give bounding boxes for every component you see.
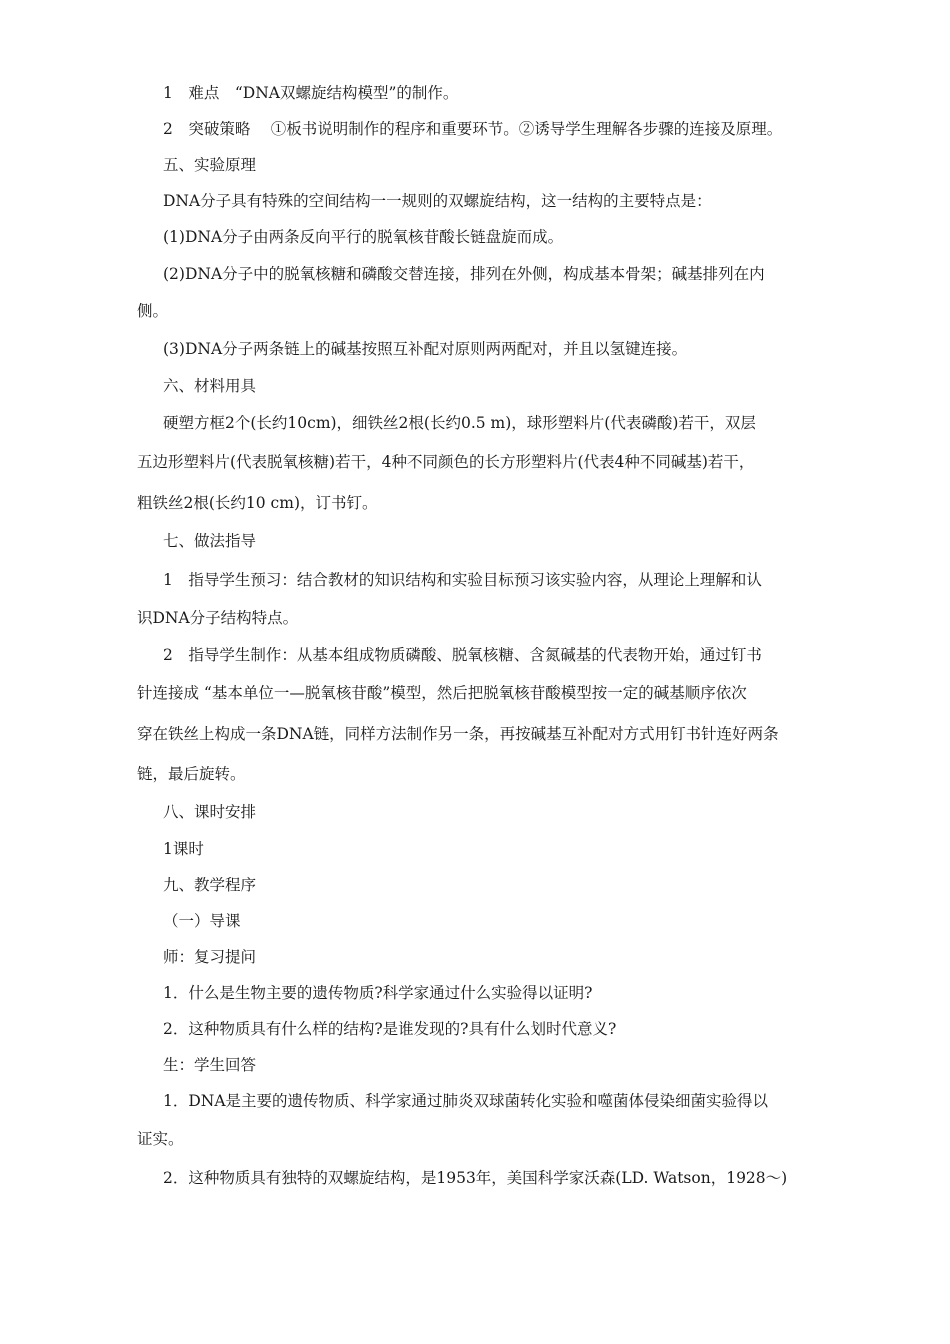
line-text: （一）导课	[163, 912, 241, 930]
line-text: (3)DNA分子两条链上的碱基按照互补配对原则两两配对，并且以氢键连接。	[163, 340, 688, 358]
line-text: 1．DNA是主要的遗传物质、科学家通过肺炎双球菌转化实验和噬菌体侵染细菌实验得以	[163, 1092, 769, 1110]
line-text: 2 突破策略 ①板书说明制作的程序和重要环节。②诱导学生理解各步骤的连接及原理。	[163, 120, 783, 138]
heading-text: 九、教学程序	[163, 876, 257, 894]
line-text: 2．这种物质具有独特的双螺旋结构，是1953年，美国科学家沃森(LD. Watson，1928～)	[163, 1169, 788, 1187]
line-text: 五边形塑料片(代表脱氧核糖)若干，4种不同颜色的长方形塑料片(代表4种不同碱基)若干，	[137, 453, 755, 471]
line-text: 证实。	[137, 1130, 184, 1148]
line-text: 师：复习提问	[163, 948, 257, 966]
line-text: (2)DNA分子中的脱氧核糖和磷酸交替连接，排列在外侧，构成基本骨架；碱基排列在内	[163, 265, 765, 283]
line-text: 识DNA分子结构特点。	[137, 609, 299, 627]
heading-text: 八、课时安排	[163, 803, 257, 821]
heading-text: 五、实验原理	[163, 156, 257, 174]
line-text: 针连接成 “基本单位一—脱氧核苷酸”模型，然后把脱氧核苷酸模型按一定的碱基顺序依次	[137, 684, 747, 702]
line-text: 1课时	[163, 840, 204, 858]
line-text: 生：学生回答	[163, 1056, 257, 1074]
line-text: 穿在铁丝上构成一条DNA链，同样方法制作另一条，再按碱基互补配对方式用钉书针连好两条	[137, 725, 779, 743]
line-text: 粗铁丝2根(长约10 cm)，订书钉。	[137, 494, 378, 512]
line-text: 2．这种物质具有什么样的结构?是谁发现的?具有什么划时代意义?	[163, 1020, 617, 1038]
heading-text: 六、材料用具	[163, 377, 257, 395]
line-text: 侧。	[137, 302, 169, 320]
line-text: 链，最后旋转。	[137, 765, 246, 783]
heading-text: 七、做法指导	[163, 532, 257, 550]
line-text: 1．什么是生物主要的遗传物质?科学家通过什么实验得以证明?	[163, 984, 593, 1002]
line-text: 2 指导学生制作：从基本组成物质磷酸、脱氧核糖、含氮碱基的代表物开始，通过钉书	[163, 646, 762, 664]
line-text: (1)DNA分子由两条反向平行的脱氧核苷酸长链盘旋而成。	[163, 228, 564, 246]
line-text: 1 指导学生预习：结合教材的知识结构和实验目标预习该实验内容，从理论上理解和认	[163, 571, 762, 589]
line-text: DNA分子具有特殊的空间结构一一规则的双螺旋结构，这一结构的主要特点是：	[163, 192, 712, 210]
line-text: 1 难点 “DNA双螺旋结构模型”的制作。	[163, 84, 459, 102]
line-text: 硬塑方框2个(长约10cm)，细铁丝2根(长约0.5 m)，球形塑料片(代表磷酸)若干，双层	[163, 414, 756, 432]
